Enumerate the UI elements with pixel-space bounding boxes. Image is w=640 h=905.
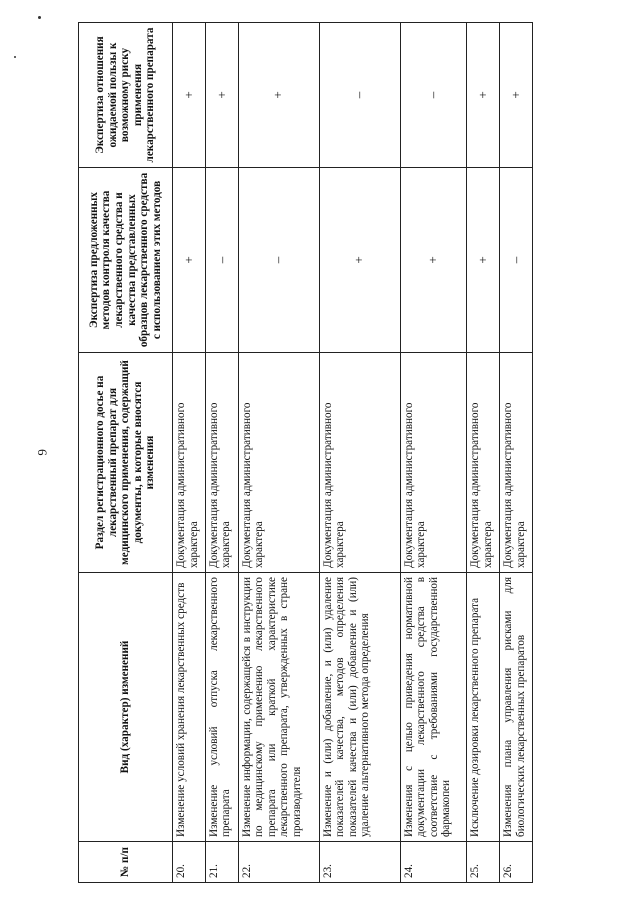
row-quality-mark: – xyxy=(500,168,533,353)
row-quality-mark: + xyxy=(173,168,206,353)
row-kind: Исключение дозировки лекарственного препарата xyxy=(467,573,500,842)
table-row xyxy=(467,23,500,883)
row-kind: Изменение и (или) добавление, и (или) удаление показателей качества, методов определения показателей качества и (или) добавление и (или) удаление альтернативного метода определения xyxy=(319,573,400,842)
scan-speck xyxy=(14,56,16,58)
row-number: 24. xyxy=(400,842,467,883)
row-quality-mark: + xyxy=(400,168,467,353)
row-ratio-mark: – xyxy=(400,23,467,168)
row-ratio-mark: – xyxy=(319,23,400,168)
row-kind: Изменение условий отпуска лекарственного препарата xyxy=(205,573,238,842)
row-section: Документация административного характера xyxy=(500,353,533,573)
row-ratio-mark: + xyxy=(238,23,319,168)
header-ratio: Экспертиза отношения ожидаемой пользы к возможному риску применения лекарственного препарата xyxy=(79,23,173,168)
table-row xyxy=(319,23,400,883)
row-section: Документация административного характера xyxy=(467,353,500,573)
scan-speck xyxy=(38,16,41,19)
row-kind: Изменение информации, содержащейся в инструкции по медицинскому применению лекарственного препарата или краткой характеристике лекарственного препарата, утвержденных в стране производителя xyxy=(238,573,319,842)
row-number: 20. xyxy=(173,842,206,883)
table-row xyxy=(205,23,238,883)
row-number: 22. xyxy=(238,842,319,883)
row-quality-mark: + xyxy=(467,168,500,353)
row-ratio-mark: + xyxy=(173,23,206,168)
row-quality-mark: + xyxy=(319,168,400,353)
row-quality-mark: – xyxy=(238,168,319,353)
table-row xyxy=(238,23,319,883)
row-number: 21. xyxy=(205,842,238,883)
row-section: Документация административного характера xyxy=(173,353,206,573)
header-num: № п/п xyxy=(79,842,173,883)
row-ratio-mark: + xyxy=(467,23,500,168)
header-section: Раздел регистрационного досье на лекарственный препарат для медицинского применения, содержащий документы, в которые вносятся изменения xyxy=(79,353,173,573)
row-quality-mark: – xyxy=(205,168,238,353)
table-row xyxy=(500,23,533,883)
changes-table xyxy=(78,22,533,883)
row-number: 23. xyxy=(319,842,400,883)
row-number: 25. xyxy=(467,842,500,883)
row-kind: Изменение условий хранения лекарственных средств xyxy=(173,573,206,842)
table-row xyxy=(173,23,206,883)
row-ratio-mark: + xyxy=(205,23,238,168)
row-section: Документация административного характера xyxy=(400,353,467,573)
row-section: Документация административного характера xyxy=(319,353,400,573)
page-number: 6 xyxy=(35,449,50,456)
row-number: 26. xyxy=(500,842,533,883)
header-quality: Экспертиза предложенных методов контроля качества лекарственного средства и качества представленных образцов лекарственного средства с использованием этих методов xyxy=(79,168,173,353)
rotated-table-wrapper xyxy=(78,23,533,883)
table-row xyxy=(400,23,467,883)
row-kind: Изменения плана управления рисками для биологических лекарственных препаратов xyxy=(500,573,533,842)
row-kind: Изменения с целью приведения нормативной документации лекарственного средства в соответствие с требованиями государственной фармакопеи xyxy=(400,573,467,842)
row-section: Документация административного характера xyxy=(238,353,319,573)
row-section: Документация административного характера xyxy=(205,353,238,573)
row-ratio-mark: + xyxy=(500,23,533,168)
header-kind: Вид (характер) изменений xyxy=(79,573,173,842)
